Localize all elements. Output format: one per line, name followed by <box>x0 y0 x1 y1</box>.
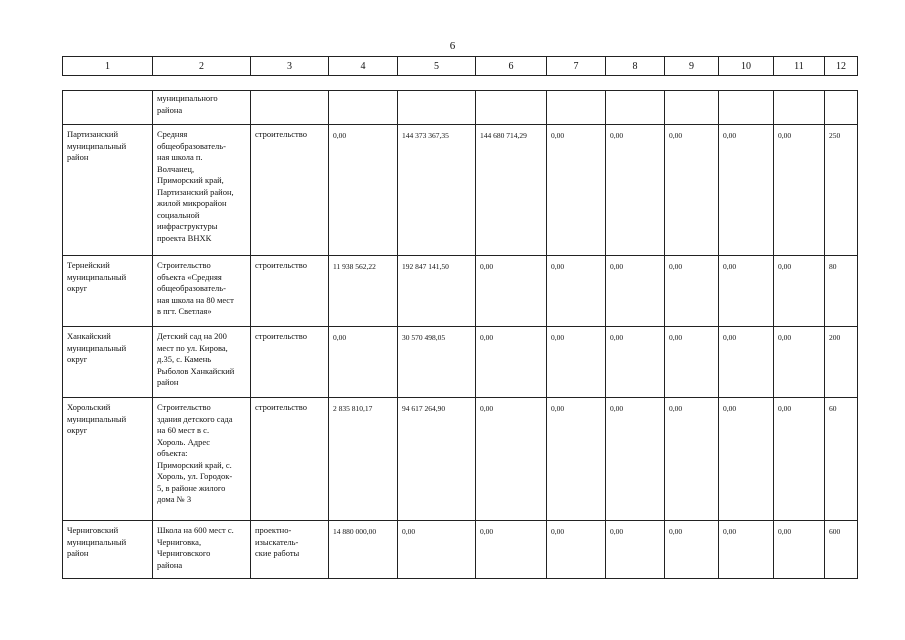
capacity-cell: 80 <box>825 256 858 327</box>
value-cell: 0,00 <box>719 125 774 256</box>
value-cell: 0,00 <box>665 256 719 327</box>
capacity-cell: 250 <box>825 125 858 256</box>
empty-cell <box>398 91 476 125</box>
header-cell: 6 <box>476 57 547 76</box>
object-cell: Средняя общеобразователь- ная школа п. Волчанец, Приморский край, Партизанский район, жилой микрорайон социальной инфраструктуры проекта ВНХК <box>153 125 251 256</box>
value-cell: 0,00 <box>719 256 774 327</box>
capacity-cell: 60 <box>825 398 858 521</box>
header-cell: 5 <box>398 57 476 76</box>
value-cell: 0,00 <box>476 327 547 398</box>
value-cell: 0,00 <box>547 125 606 256</box>
value-cell: 0,00 <box>476 256 547 327</box>
value-cell: 0,00 <box>719 521 774 579</box>
work-type-cell: строительство <box>251 256 329 327</box>
empty-cell <box>606 91 665 125</box>
capacity-cell: 200 <box>825 327 858 398</box>
header-cell: 9 <box>665 57 719 76</box>
municipality-cell: Черниговский муниципальный район <box>63 521 153 579</box>
header-cell: 2 <box>153 57 251 76</box>
header-cell: 11 <box>774 57 825 76</box>
empty-cell <box>774 91 825 125</box>
empty-cell <box>476 91 547 125</box>
work-type-cell: строительство <box>251 125 329 256</box>
header-cell: 1 <box>63 57 153 76</box>
value-cell: 144 373 367,35 <box>398 125 476 256</box>
value-cell: 0,00 <box>606 398 665 521</box>
header-cell: 10 <box>719 57 774 76</box>
header-row <box>63 57 858 76</box>
value-cell: 0,00 <box>606 256 665 327</box>
empty-cell <box>719 91 774 125</box>
header-cell: 7 <box>547 57 606 76</box>
value-cell: 14 880 000,00 <box>329 521 398 579</box>
value-cell: 0,00 <box>774 125 825 256</box>
value-cell: 0,00 <box>606 327 665 398</box>
capacity-cell: 600 <box>825 521 858 579</box>
value-cell: 0,00 <box>476 521 547 579</box>
value-cell: 0,00 <box>547 521 606 579</box>
value-cell: 94 617 264,90 <box>398 398 476 521</box>
table-row <box>63 521 858 579</box>
empty-cell <box>665 91 719 125</box>
value-cell: 11 938 562,22 <box>329 256 398 327</box>
value-cell: 0,00 <box>547 398 606 521</box>
value-cell: 2 835 810,17 <box>329 398 398 521</box>
value-cell: 0,00 <box>774 521 825 579</box>
table-row <box>63 125 858 256</box>
data-table <box>62 90 858 579</box>
value-cell: 144 680 714,29 <box>476 125 547 256</box>
value-cell: 0,00 <box>329 125 398 256</box>
object-cell: Школа на 600 мест с. Черниговка, Черниговского района <box>153 521 251 579</box>
header-cell: 3 <box>251 57 329 76</box>
value-cell: 0,00 <box>547 327 606 398</box>
value-cell: 0,00 <box>719 327 774 398</box>
table-row <box>63 398 858 521</box>
municipality-cell: Ханкайский муниципальный округ <box>63 327 153 398</box>
empty-cell <box>825 91 858 125</box>
value-cell: 0,00 <box>719 398 774 521</box>
value-cell: 0,00 <box>665 327 719 398</box>
object-cell: муниципального района <box>153 91 251 125</box>
value-cell: 0,00 <box>665 521 719 579</box>
value-cell: 0,00 <box>606 125 665 256</box>
work-type-cell: строительство <box>251 398 329 521</box>
table-row <box>63 256 858 327</box>
value-cell: 0,00 <box>665 125 719 256</box>
column-number-header <box>62 56 858 76</box>
table-row <box>63 327 858 398</box>
municipality-cell <box>63 91 153 125</box>
object-cell: Строительство здания детского сада на 60 мест в с. Хороль. Адрес объекта: Приморский край, с. Хороль, ул. Городок- 5, в районе жилого дома № 3 <box>153 398 251 521</box>
municipality-cell: Тернейский муниципальный округ <box>63 256 153 327</box>
value-cell: 0,00 <box>329 327 398 398</box>
value-cell: 192 847 141,50 <box>398 256 476 327</box>
municipality-cell: Хорольский муниципальный округ <box>63 398 153 521</box>
page-number: 6 <box>449 40 456 52</box>
value-cell: 0,00 <box>476 398 547 521</box>
value-cell: 0,00 <box>665 398 719 521</box>
value-cell: 30 570 498,05 <box>398 327 476 398</box>
value-cell: 0,00 <box>606 521 665 579</box>
value-cell: 0,00 <box>774 327 825 398</box>
continuation-row <box>63 91 858 125</box>
empty-cell <box>329 91 398 125</box>
value-cell: 0,00 <box>774 398 825 521</box>
empty-cell <box>547 91 606 125</box>
value-cell: 0,00 <box>547 256 606 327</box>
header-cell: 8 <box>606 57 665 76</box>
object-cell: Детский сад на 200 мест по ул. Кирова, д.35, с. Камень Рыболов Ханкайский район <box>153 327 251 398</box>
municipality-cell: Партизанский муниципальный район <box>63 125 153 256</box>
work-type-cell: проектно- изыскатель- ские работы <box>251 521 329 579</box>
header-cell: 12 <box>825 57 858 76</box>
value-cell: 0,00 <box>398 521 476 579</box>
work-type-cell: строительство <box>251 327 329 398</box>
empty-cell <box>251 91 329 125</box>
value-cell: 0,00 <box>774 256 825 327</box>
object-cell: Строительство объекта «Средняя общеобразователь- ная школа на 80 мест в пгт. Светлая» <box>153 256 251 327</box>
header-cell: 4 <box>329 57 398 76</box>
